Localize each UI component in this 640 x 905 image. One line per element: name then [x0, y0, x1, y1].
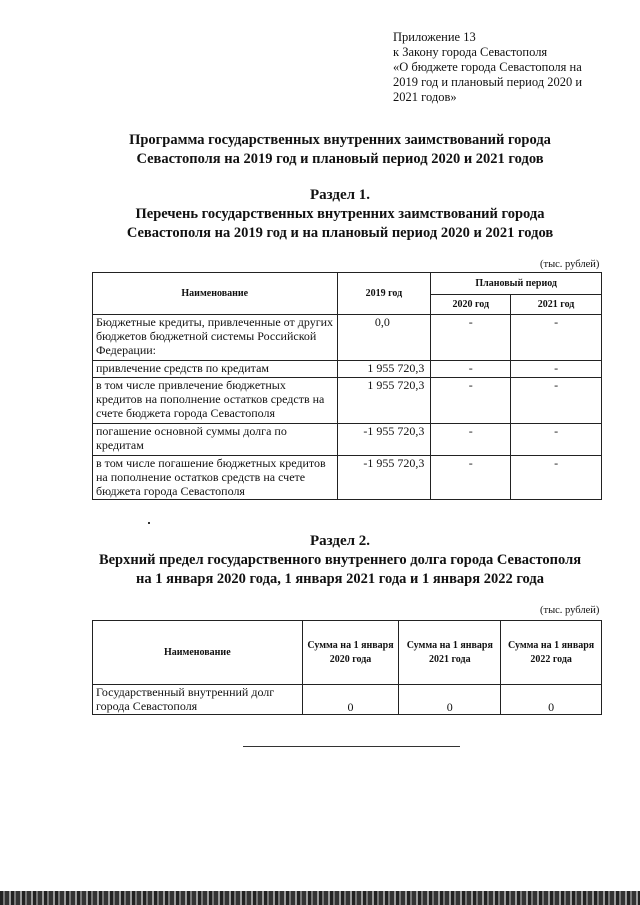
- borrowings-table: [92, 272, 602, 500]
- row-name: в том числе привлечение бюджетных кредитов на пополнение остатков средств на счете бюджета города Севастополя: [93, 378, 338, 424]
- row-name: Государственный внутренний долг города Севастополя: [93, 685, 303, 715]
- table-row: [93, 361, 602, 378]
- annex-block: [393, 30, 608, 105]
- annex-line: к Закону города Севастополя: [393, 45, 548, 59]
- section1-label: Раздел 1.: [309, 187, 371, 203]
- debt-limit-table: [92, 620, 602, 715]
- row-name: Бюджетные кредиты, привлеченные от других бюджетов бюджетной системы Российской Федерации:: [93, 315, 338, 361]
- header-sum-2022: Сумма на 1 января 2022 года: [501, 621, 602, 685]
- row-value-2020: -: [431, 378, 511, 424]
- row-value-2022: 0: [501, 685, 602, 715]
- table-row: [93, 424, 602, 456]
- section1-title-line: Перечень государственных внутренних заимствований города: [135, 206, 545, 222]
- table-row: [93, 685, 602, 715]
- section1-title: [60, 205, 620, 243]
- section2-label: Раздел 2.: [309, 533, 371, 549]
- closing-divider: [243, 746, 460, 747]
- annex-line: Приложение 13: [393, 30, 476, 44]
- row-name: погашение основной суммы долга по кредитам: [93, 424, 338, 456]
- annex-line: 2021 годов»: [393, 90, 457, 104]
- document-title-line: Программа государственных внутренних заимствований города: [129, 132, 551, 148]
- header-2020: 2020 год: [431, 295, 511, 315]
- row-value-2020: -: [431, 315, 511, 361]
- section1-unit: (тыс. рублей): [540, 259, 600, 270]
- row-value-2019: 1 955 720,3: [337, 361, 431, 378]
- section2-title-line: Верхний предел государственного внутреннего долга города Севастополя: [98, 552, 582, 568]
- section2-title: [60, 551, 620, 589]
- row-value-2021: 0: [399, 685, 501, 715]
- row-value-2019: -1 955 720,3: [337, 424, 431, 456]
- row-value-2019: 1 955 720,3: [337, 378, 431, 424]
- row-value-2021: -: [511, 456, 602, 500]
- header-2019: 2019 год: [337, 273, 431, 315]
- table-row: [93, 315, 602, 361]
- header-2021: 2021 год: [511, 295, 602, 315]
- header-name: Наименование: [93, 621, 303, 685]
- row-name: привлечение средств по кредитам: [93, 361, 338, 378]
- row-value-2020: 0: [302, 685, 399, 715]
- document-title-line: Севастополя на 2019 год и плановый период 2020 и 2021 годов: [136, 151, 544, 167]
- scan-speck: [148, 522, 150, 524]
- header-sum-2020: Сумма на 1 января 2020 года: [302, 621, 399, 685]
- header-sum-2021: Сумма на 1 января 2021 года: [399, 621, 501, 685]
- row-value-2019: -1 955 720,3: [337, 456, 431, 500]
- row-value-2020: -: [431, 361, 511, 378]
- row-value-2021: -: [511, 424, 602, 456]
- row-value-2021: -: [511, 378, 602, 424]
- row-value-2019: 0,0: [337, 315, 431, 361]
- row-value-2020: -: [431, 456, 511, 500]
- row-value-2021: -: [511, 315, 602, 361]
- row-value-2021: -: [511, 361, 602, 378]
- section2-unit: (тыс. рублей): [540, 605, 600, 616]
- row-name: в том числе погашение бюджетных кредитов на пополнение остатков средств на счете бюджета города Севастополя: [93, 456, 338, 500]
- section1-title-line: Севастополя на 2019 год и на плановый период 2020 и 2021 годов: [126, 225, 554, 241]
- row-value-2020: -: [431, 424, 511, 456]
- document-title: [60, 131, 620, 169]
- header-planned-period: Плановый период: [431, 273, 602, 295]
- scan-edge-artifact: [0, 891, 640, 905]
- section2-title-line: на 1 января 2020 года, 1 января 2021 года и 1 января 2022 года: [136, 571, 544, 587]
- table-row: [93, 456, 602, 500]
- header-name: Наименование: [93, 273, 338, 315]
- annex-line: «О бюджете города Севастополя на: [393, 60, 582, 74]
- annex-line: 2019 год и плановый период 2020 и: [393, 75, 583, 89]
- table-row: [93, 378, 602, 424]
